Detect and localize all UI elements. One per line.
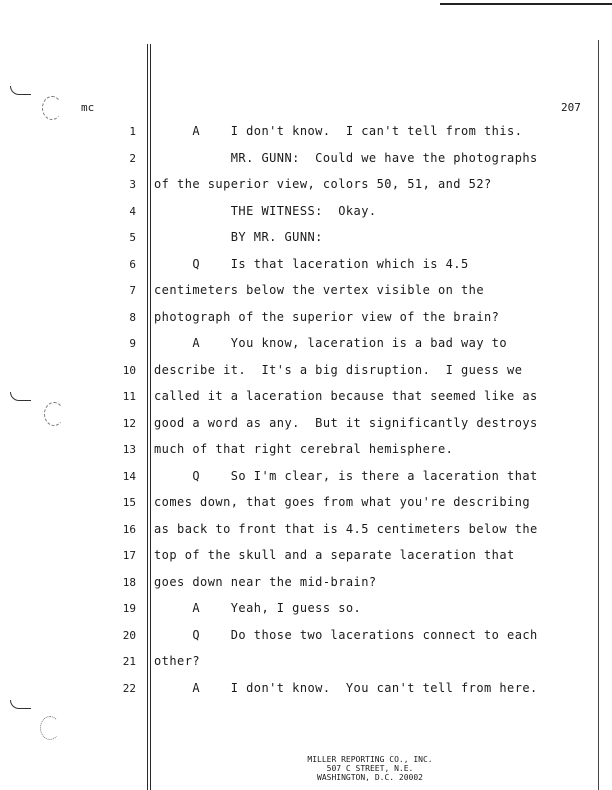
transcript-line: photograph of the superior view of the brain?	[154, 310, 500, 324]
line-number: 5	[129, 231, 136, 244]
transcript-line: describe it. It's a big disruption. I guess we	[154, 363, 523, 377]
line-number: 6	[129, 258, 136, 271]
transcript-line: called it a laceration because that seemed like as	[154, 389, 538, 403]
transcript-line: Q So I'm clear, is there a laceration that	[154, 469, 538, 483]
transcript-line: Q Do those two lacerations connect to each	[154, 628, 538, 642]
line-number: 1	[129, 125, 136, 138]
footer-street: 507 C STREET, N.E.	[326, 764, 414, 773]
transcript-line: goes down near the mid-brain?	[154, 575, 377, 589]
transcript-line: as back to front that is 4.5 centimeters below the	[154, 522, 538, 536]
transcript-line: top of the skull and a separate laceration that	[154, 548, 515, 562]
scan-edge-mark	[10, 700, 31, 709]
transcript-line: MR. GUNN: Could we have the photographs	[154, 151, 538, 165]
footer-city: WASHINGTON, D.C. 20002	[317, 773, 423, 782]
line-number: 20	[122, 629, 136, 642]
page-number: 207	[561, 101, 581, 114]
line-number: 13	[122, 443, 136, 456]
line-number: 21	[122, 655, 136, 668]
line-number: 3	[129, 178, 136, 191]
line-number: 12	[122, 417, 136, 430]
line-number: 19	[122, 602, 136, 615]
transcript-line: centimeters below the vertex visible on the	[154, 283, 485, 297]
transcript-line: BY MR. GUNN:	[154, 230, 323, 244]
transcript-line: much of that right cerebral hemisphere.	[154, 442, 454, 456]
hole-punch-icon	[44, 402, 64, 426]
footer-company: MILLER REPORTING CO., INC.	[307, 755, 433, 764]
line-number: 10	[122, 364, 136, 377]
line-number: 14	[122, 470, 136, 483]
scan-edge-line	[440, 3, 612, 5]
transcript-line: A Yeah, I guess so.	[154, 601, 362, 615]
line-number: 16	[122, 523, 136, 536]
transcript-line: good a word as any. But it significantly destroys	[154, 416, 538, 430]
transcript-line: comes down, that goes from what you're describing	[154, 495, 531, 509]
line-number: 2	[129, 152, 136, 165]
reporter-initials: mc	[81, 101, 95, 114]
margin-rule	[150, 44, 151, 790]
line-number: 8	[129, 311, 136, 324]
transcript-line: A I don't know. You can't tell from here.	[154, 681, 538, 695]
line-number: 17	[122, 549, 136, 562]
line-number: 11	[122, 390, 136, 403]
transcript-line: Q Is that laceration which is 4.5	[154, 257, 469, 271]
hole-punch-icon	[40, 716, 60, 740]
reporter-footer	[270, 755, 470, 782]
line-number: 18	[122, 576, 136, 589]
line-number: 4	[129, 205, 136, 218]
transcript-line: other?	[154, 654, 201, 668]
margin-rule	[147, 44, 148, 790]
transcript-line: A I don't know. I can't tell from this.	[154, 124, 523, 138]
line-number: 7	[129, 284, 136, 297]
line-number: 9	[129, 337, 136, 350]
hole-punch-icon	[42, 96, 62, 120]
right-margin-rule	[598, 40, 599, 790]
line-number: 22	[122, 682, 136, 695]
line-number: 15	[122, 496, 136, 509]
scan-edge-mark	[10, 392, 31, 401]
transcript-line: A You know, laceration is a bad way to	[154, 336, 508, 350]
transcript-line: THE WITNESS: Okay.	[154, 204, 377, 218]
scan-edge-mark	[10, 86, 31, 95]
transcript-line: of the superior view, colors 50, 51, and 52?	[154, 177, 492, 191]
